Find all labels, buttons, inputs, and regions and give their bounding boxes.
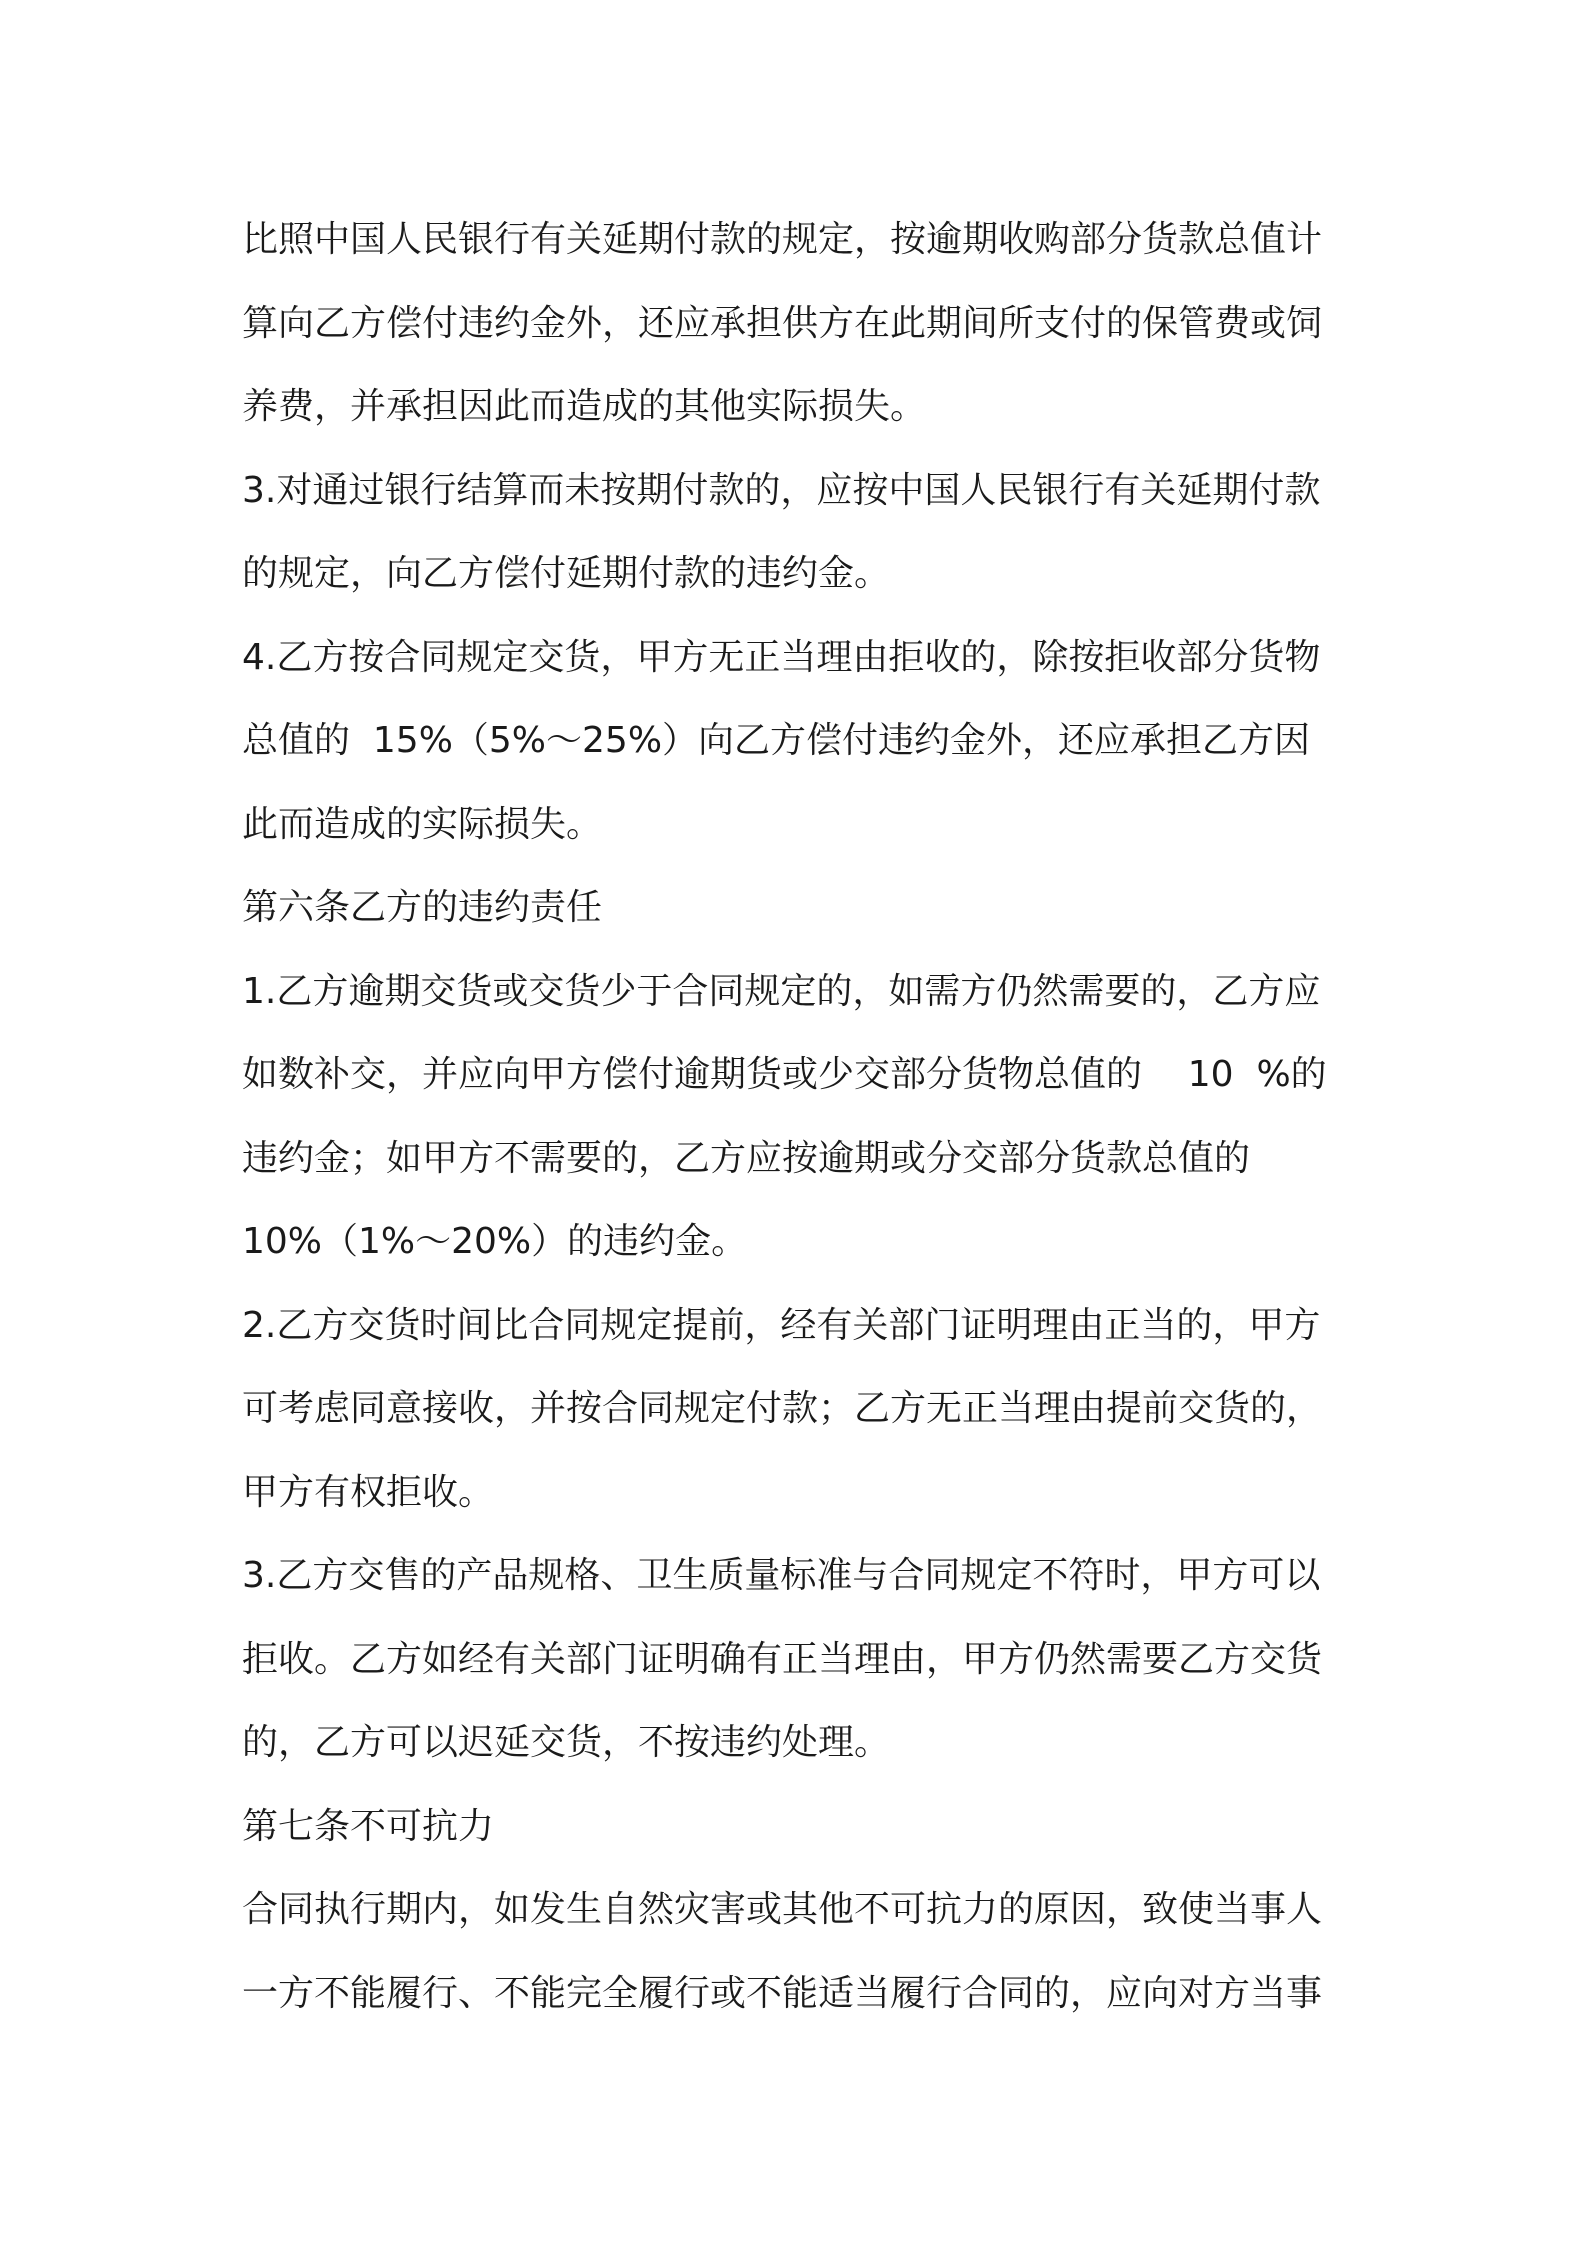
text-line: 总值的 15%（5%～25%）向乙方偿付违约金外，还应承担乙方因 — [242, 720, 1311, 761]
text-line: 1.乙方逾期交货或交货少于合同规定的，如需方仍然需要的，乙方应 — [242, 970, 1321, 1012]
text-line: 2.乙方交货时间比合同规定提前，经有关部门证明理由正当的，甲方 — [242, 1304, 1321, 1346]
text-line: 违约金；如甲方不需要的，乙方应按逾期或分交部分货款总值的 — [242, 1137, 1251, 1179]
text-line: 的，乙方可以迟延交货，不按违约处理。 — [242, 1722, 891, 1763]
text-line: 养费，并承担因此而造成的其他实际损失。 — [242, 386, 927, 427]
text-line: 算向乙方偿付违约金外，还应承担供方在此期间所支付的保管费或饲 — [242, 302, 1323, 344]
text-line: 如数补交，并应向甲方偿付逾期货或少交部分货物总值的 10 %的 — [242, 1054, 1327, 1095]
text-line: 10%（1%～20%）的违约金。 — [242, 1221, 748, 1262]
text-line: 一方不能履行、不能完全履行或不能适当履行合同的，应向对方当事 — [242, 1972, 1323, 2014]
text-line: 拒收。乙方如经有关部门证明确有正当理由，甲方仍然需要乙方交货 — [242, 1638, 1323, 1680]
text-line: 的规定，向乙方偿付延期付款的违约金。 — [242, 553, 891, 594]
text-line: 此而造成的实际损失。 — [242, 803, 603, 845]
text-line: 合同执行期内，如发生自然灾害或其他不可抗力的原因，致使当事人 — [242, 1889, 1323, 1930]
text-line: 可考虑同意接收，并按合同规定付款；乙方无正当理由提前交货的， — [242, 1388, 1323, 1429]
text-line: 比照中国人民银行有关延期付款的规定，按逾期收购部分货款总值计 — [242, 219, 1323, 260]
text-line: 3.对通过银行结算而未按期付款的，应按中国人民银行有关延期付款 — [242, 469, 1321, 511]
section-heading: 第六条乙方的违约责任 — [242, 887, 603, 928]
section-heading: 第七条不可抗力 — [242, 1805, 495, 1847]
text-line: 3.乙方交售的产品规格、卫生质量标准与合同规定不符时，甲方可以 — [242, 1555, 1321, 1596]
text-line: 4.乙方按合同规定交货，甲方无正当理由拒收的，除按拒收部分货物 — [242, 636, 1321, 678]
document-body — [242, 198, 1362, 2035]
text-line: 甲方有权拒收。 — [242, 1471, 495, 1513]
